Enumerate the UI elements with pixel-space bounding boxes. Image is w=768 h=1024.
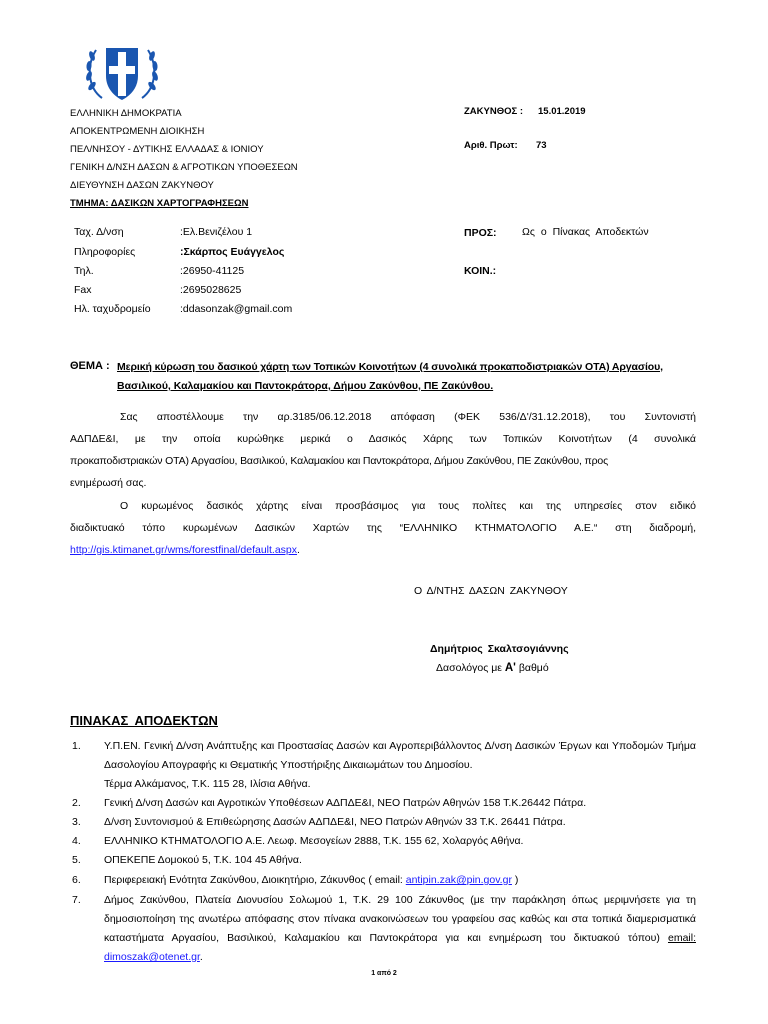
org-line: ΓΕΝΙΚΗ Δ/ΝΣΗ ΔΑΣΩΝ & ΑΓΡΟΤΙΚΩΝ ΥΠΟΘΕΣΕΩΝ [70,162,298,173]
contact-value: :2695028625 [180,284,242,296]
link-suffix: . [297,544,300,556]
role-prefix: Δασολόγος με [436,662,502,674]
signatory-role [436,662,549,674]
signature-title: Ο Δ/ΝΤΗΣ ΔΑΣΩΝ ΖΑΚΥΝΘΟΥ [414,585,568,597]
page-number: 1 από 2 [371,970,397,977]
role-grade: Α' [504,662,516,674]
subject-line: Βασιλικού, Καλαμακίου και Παντοκράτορα, Δήμου Ζακύνθου, ΠΕ Ζακύνθου. [117,380,494,392]
item-number: 3. [72,816,81,828]
contact-value: :26950-41125 [180,265,245,277]
contact-label: Πληροφορίες [74,246,136,258]
place-label: ΖΑΚΥΝΘΟΣ : [464,106,524,117]
body-line: ΑΔΠΔΕ&Ι, με την οποία κυρώθηκε μερικά ο Δασικός Χάρης των Τοπικών Κοινοτήτων (4 συνολικά [70,433,696,445]
contact-value: :ddasonzak@gmail.com [180,303,293,315]
contact-value: :Σκάρπος Ευάγγελος [180,246,285,258]
org-line: ΠΕΛ/ΝΗΣΟΥ - ΔΥΤΙΚΗΣ ΕΛΛΑΔΑΣ & ΙΟΝΙΟΥ [70,144,264,155]
recipient-item: ΟΠΕΚΕΠΕ Δομοκού 5, Τ.Κ. 104 45 Αθήνα. [104,854,302,866]
protocol-number: 73 [536,140,547,151]
recipient-item: ΕΛΛΗΝΙΚΟ ΚΤΗΜΑΤΟΛΟΓΙΟ Α.Ε. Λεωφ. Μεσογείων 2888, Τ.Κ. 155 62, Χολαργός Αθήνα. [104,835,524,847]
item-number: 4. [72,835,81,847]
recipient-item [104,737,696,794]
item-number: 1. [72,740,81,752]
recipient-address: Τέρμα Αλκάμανος, Τ.Κ. 115 28, Ιλίσια Αθήνα. [104,778,311,790]
org-line: ΔΙΕΥΘΥΝΣΗ ΔΑΣΩΝ ΖΑΚΥΝΘΟΥ [70,180,214,191]
recipient-text: Περιφερειακή Ενότητα Ζακύνθου, Διοικητήριο, Ζάκυνθος ( email: [104,874,406,886]
document-date: 15.01.2019 [538,106,586,117]
contact-label: Ταχ. Δ/νση [74,226,124,238]
cc-label: ΚΟΙΝ.: [464,265,497,277]
body-line: διαδικτυακό τόπο κυρωμένων Δασικών Χαρτών της “ΕΛΛΗΝΙΚΟ ΚΤΗΜΑΤΟΛΟΓΙΟ Α.Ε.“ στη διαδρομή, [70,522,696,534]
email-link[interactable]: antipin.zak@pin.gov.gr [405,874,512,886]
body-line: προκαποδιστριακών ΟΤΑ) Αργασίου, Βασιλικού, Καλαμακίου και Παντοκράτορα, Δήμου Ζακύνθου, ΠΕ Ζακύνθου, προς [70,455,609,467]
recipient-item: Γενική Δ/νση Δασών και Αγροτικών Υποθέσεων ΑΔΠΔΕ&Ι, ΝΕΟ Πατρών Αθηνών 158 Τ.Κ.26442 Πάτρα. [104,797,587,809]
forest-map-link[interactable]: http://gis.ktimanet.gr/wms/forestfinal/default.aspx [70,544,298,556]
contact-label: Ηλ. ταχυδρομείο [74,303,151,315]
email-link[interactable]: dimoszak@otenet.gr [104,951,200,963]
protocol-label: Αριθ. Πρωτ: [464,140,518,151]
email-label: email: [667,932,696,944]
org-line: ΑΠΟΚΕΝΤΡΩΜΕΝΗ ΔΙΟΙΚΗΣΗ [70,126,205,137]
subject-line: Μερική κύρωση του δασικού χάρτη των Τοπικών Κοινοτήτων (4 συνολικά προκαποδιστριακών ΟΤΑ) Αργασίου, [117,361,663,373]
organization-block [70,105,298,213]
item-number: 7. [72,894,81,906]
org-line: ΕΛΛΗΝΙΚΗ ΔΗΜΟΚΡΑΤΙΑ [70,108,182,119]
item-number: 5. [72,854,81,866]
recipient-item [104,871,696,890]
item-number: 2. [72,797,81,809]
item-number: 6. [72,874,81,886]
recipient-text: Δήμος Ζακύνθου, Πλατεία Διονυσίου Σολωμού 1, Τ.Κ. 29 100 Ζάκυνθος (με την παράκληση όπως μεριμνήσετε για τη δημοσιοποίηση της ανωτέρω απόφασης στον πίνακα ανακοινώσεων του γραφείου σας καθώς και στα τοπικά διαμερισματικά καταστήματα Αργασίου, Βασιλικού, Καλαμακίου και Παντοκράτορα για και ενημέρωση του δικτυακού τόπου) [104,894,696,944]
recipient-tail: ) [511,874,519,886]
greek-emblem-icon [80,40,164,104]
department-line: ΤΜΗΜΑ: ΔΑΣΙΚΩΝ ΧΑΡΤΟΓΡΑΦΗΣΕΩΝ [70,198,249,209]
recipients-heading: ΠΙΝΑΚΑΣ ΑΠΟΔΕΚΤΩΝ [70,713,218,728]
subject-label: ΘΕΜΑ : [70,360,110,372]
contact-value: :Ελ.Βενιζέλου 1 [180,226,253,238]
body-line: Ο κυρωμένος δασικός χάρτης είναι προσβάσιμος για τους πολίτες και της υπηρεσίες στον ειδικό [120,500,696,512]
body-line: ενημέρωσή σας. [70,477,147,489]
body-link-line [70,543,696,557]
recipient-text: Υ.Π.ΕΝ. Γενική Δ/νση Ανάπτυξης και Προστασίας Δασών και Αγροπεριβάλλοντος Δ/νση Δασικών Έργων και Υποδομών Τμήμα Δασολογίου Απογραφής κι Θεματικής Υποστήριξης Δικαιωμάτων του Δημοσίου. [104,740,696,771]
recipient-tail: . [199,951,203,963]
recipient-item [104,891,696,967]
to-value: Ως ο Πίνακας Αποδεκτών [522,226,649,238]
body-line: Σας αποστέλλουμε την αρ.3185/06.12.2018 απόφαση (ΦΕΚ 536/Δ'/31.12.2018), του Συντονιστή [120,411,696,423]
signatory-name: Δημήτριος Σκαλτσογιάννης [430,643,569,655]
recipient-item: Δ/νση Συντονισμού & Επιθεώρησης Δασών ΑΔΠΔΕ&Ι, ΝΕΟ Πατρών Αθηνών 33 Τ.Κ. 26441 Πάτρα. [104,816,566,828]
to-label: ΠΡΟΣ: [464,227,497,239]
role-suffix: βαθμό [518,662,549,674]
contact-label: Fax [74,284,92,296]
contact-label: Τηλ. [74,265,94,277]
